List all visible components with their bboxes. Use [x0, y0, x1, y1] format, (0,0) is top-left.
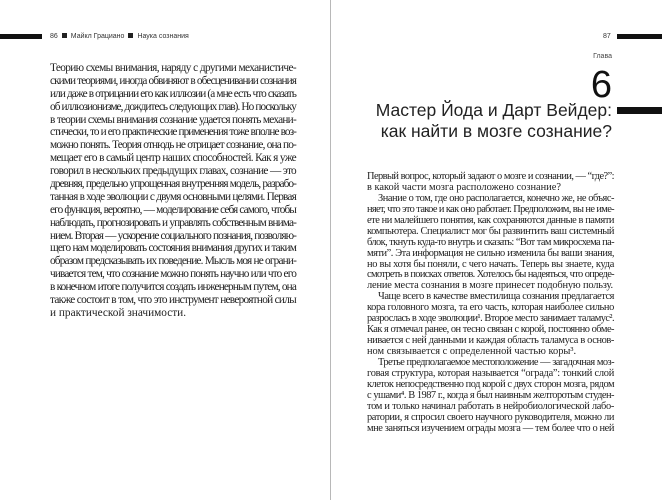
text-line: об иллюзионизме, дождитесь следующих глав). Но поскольку — [50, 100, 296, 113]
text-line: Как я отмечал ранее, он тесно связан с корой, постоянно обме- — [367, 324, 614, 336]
text-line: в теории схемы внимания сознание удается понять механи- — [50, 113, 296, 126]
text-line: ратории, я спросил своего научного руководителя, можно ли — [367, 411, 614, 423]
text-line: смотреть в поисках ответов. Хотелось бы надеяться, что опреде- — [367, 269, 614, 281]
text-line: компьютера. Специалист мог бы развинтить ваш системный — [367, 225, 614, 237]
text-line: ном связывается с определенной частью коры³. — [367, 346, 577, 357]
text-line: кора головного мозга, та его часть, которая наиболее сильно — [367, 302, 614, 314]
page-number: 86 — [50, 33, 58, 40]
text-line: образом предсказывать их поведение. Мысль моя не ограни- — [50, 255, 296, 268]
chapter-title-line: Мастер Йода и Дарт Вейдер: — [375, 100, 612, 120]
text-line: стически, то и его практические применения тоже вполне воз- — [50, 126, 296, 139]
running-head-bar — [617, 34, 662, 39]
running-head — [50, 33, 189, 40]
chapter-label: Глава — [593, 53, 612, 60]
square-separator-icon — [62, 33, 67, 38]
left-page — [0, 0, 330, 500]
text-line: Знание о том, где оно располагается, конечно же, не объяс- — [378, 192, 614, 204]
author-name: Майкл Грациано — [70, 33, 125, 40]
running-head-bar — [0, 34, 42, 39]
text-line: клеток непосредственно под корой с двух сторон мозга, рядом — [367, 378, 614, 390]
text-line: или даже в отрицании его как иллюзии (а мне есть что сказать — [50, 87, 296, 100]
text-line: скими теориями, иногда обвиняют в обесценивании сознания — [50, 74, 296, 87]
text-line: говая структура, которая называется “ограда”: тонкий слой — [367, 367, 614, 379]
chapter-title-line: как найти в мозге сознание? — [380, 121, 612, 141]
text-line: щего нам моделировать состояния внимания других и таким — [50, 242, 296, 255]
book-title: Наука сознания — [137, 33, 189, 40]
text-line: Чаще всего в качестве вместилища сознания предлагается — [378, 291, 614, 303]
text-line: ление места сознания в мозге принесет подобную пользу. — [367, 280, 613, 292]
text-line: ете ни малейшего понятия, как сохраняются данные в памяти — [367, 214, 614, 226]
text-line: разрослась в ходе эволюции¹. Второе место занимает таламус². — [367, 313, 614, 325]
text-line: Третье предполагаемое местоположение — загадочная моз- — [378, 356, 614, 368]
text-line: няет, что это такое и как оно работает. Предположим, вы не име- — [367, 203, 614, 215]
text-line: говорил в нескольких предыдущих главах, сознание — это — [50, 165, 296, 178]
chapter-title — [376, 100, 612, 142]
text-line: мяти”. Эта информация не сильно изменила бы ваши знания, — [367, 247, 614, 259]
text-line: танная в ходе эволюции с двумя основными целями. Первая — [50, 190, 296, 203]
text-line: в какой части мозга расположено сознание? — [367, 181, 561, 193]
text-line: нием. Вторая — ускорение социального познания, позволяю- — [50, 229, 296, 242]
text-line: чивается тем, что сознание можно понять научно или что его — [50, 268, 296, 281]
text-line: Теорию схемы внимания, наряду с другими механистиче- — [50, 62, 296, 74]
text-line: древняя, предельно упрощенная внутренняя модель, разрабо- — [50, 178, 296, 191]
square-separator-icon — [128, 33, 133, 38]
text-line: блок, ткнуть куда-то внутрь и сказать: “Вот там микросхема па- — [367, 236, 614, 248]
text-line: наблюдать, прогнозировать и управлять собственным внима- — [50, 216, 296, 229]
body-text — [367, 172, 614, 435]
text-line: том и только начинал работать в нейробиологической лабо- — [367, 400, 614, 412]
text-line: мещает его в самый центр наших способностей. Как я уже — [50, 152, 296, 165]
body-text — [50, 62, 296, 320]
text-line: можно понять. Теория отнюдь не отрицает сознание, она по- — [50, 139, 296, 152]
text-line: но вы хотя бы поняли, с чего начать. Теперь вы знаете, куда — [367, 258, 614, 270]
text-line: и практической значимости. — [50, 306, 187, 319]
chapter-number: 6 — [590, 64, 612, 106]
text-line: его функция, вероятно, — моделирование себя самого, чтобы — [50, 203, 296, 216]
text-line: нивается с ней данными и каждая область таламуса в основ- — [367, 335, 614, 347]
text-line: мне заняться изучением ограды мозга — тем более что о ней — [367, 422, 614, 434]
page-number: 87 — [603, 33, 611, 40]
text-line: с ушами⁴. В 1987 г., когда я был наивным желторотым студен- — [367, 389, 614, 401]
chapter-title-bar — [617, 107, 662, 114]
right-page — [331, 0, 662, 500]
text-line: Первый вопрос, который задают о мозге и сознании, — “где?”: — [367, 171, 614, 182]
text-line: также состоит в том, что это инструмент невероятной силы — [50, 294, 296, 307]
text-line: в конечном итоге получится создать инженерным путем, она — [50, 281, 296, 294]
